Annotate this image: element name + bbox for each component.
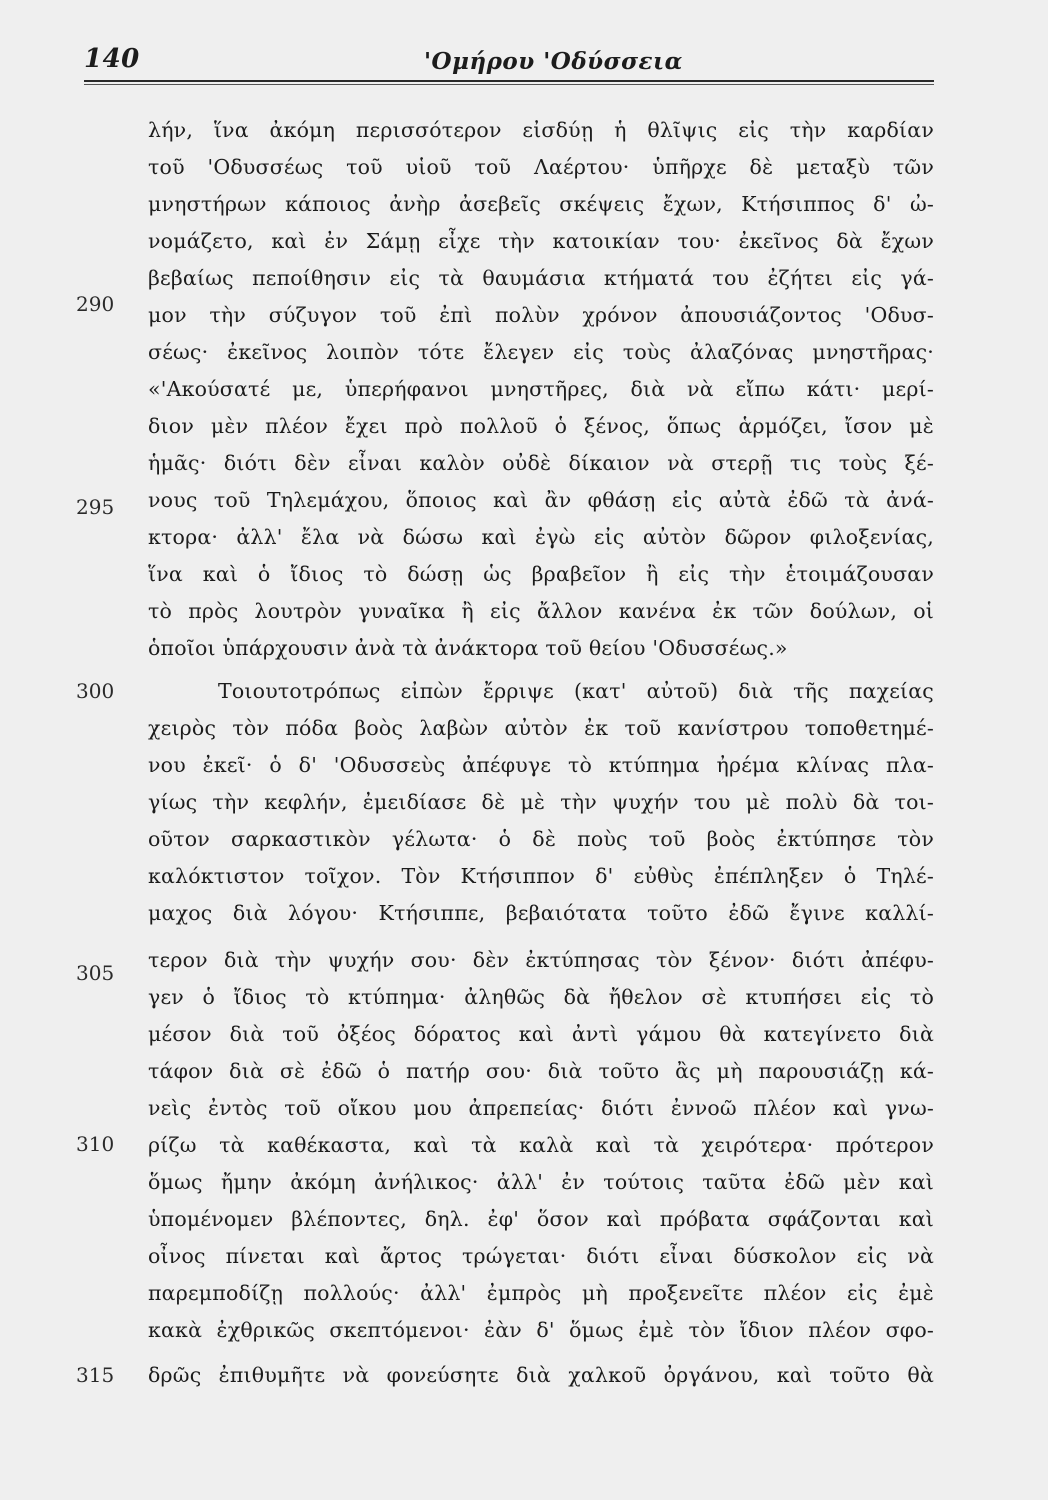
- text-line: γίως τὴν κεφλήν, ἐμειδίασε δὲ μὲ τὴν ψυχήν του μὲ πολὺ δὰ τοι-: [148, 790, 934, 814]
- text-line: καλόκτιστον τοῖχον. Τὸν Κτήσιππον δ' εὐθὺς ἐπέπληξεν ὁ Τηλέ-: [148, 864, 934, 888]
- text-line: νους τοῦ Τηλεμάχου, ὅποιος καὶ ἂν φθάσῃ εἰς αὐτὰ ἐδῶ τὰ ἀνά-: [148, 488, 934, 512]
- text-line: παρεμποδίζῃ πολλούς· ἀλλ' ἐμπρὸς μὴ προξενεῖτε πλέον εἰς ἐμὲ: [148, 1281, 934, 1305]
- text-line: νομάζετο, καὶ ἐν Σάμῃ εἶχε τὴν κατοικίαν του· ἐκεῖνος δὰ ἔχων: [148, 229, 934, 253]
- text-line: τοῦ 'Οδυσσέως τοῦ υἱοῦ τοῦ Λαέρτου· ὑπῆρχε δὲ μεταξὺ τῶν: [148, 155, 934, 179]
- text-line: Τοιουτοτρόπως εἰπὼν ἔρριψε (κατ' αὐτοῦ) διὰ τῆς παχείας: [218, 679, 934, 703]
- text-line: μέσον διὰ τοῦ ὀξέος δόρατος καὶ ἀντὶ γάμου θὰ κατεγίνετο διὰ: [148, 1022, 934, 1046]
- text-line: ἵνα καὶ ὁ ἴδιος τὸ δώσῃ ὡς βραβεῖον ἢ εἰς τὴν ἑτοιμάζουσαν: [148, 562, 934, 586]
- text-line: κακὰ ἐχθρικῶς σκεπτόμενοι· ἐὰν δ' ὅμως ἐμὲ τὸν ἴδιον πλέον σφο-: [148, 1318, 934, 1342]
- text-line: ρίζω τὰ καθέκαστα, καὶ τὰ καλὰ καὶ τὰ χειρότερα· πρότερον: [148, 1133, 934, 1157]
- text-line: οῦτον σαρκαστικὸν γέλωτα· ὁ δὲ ποὺς τοῦ βοὸς ἐκτύπησε τὸν: [148, 827, 934, 851]
- text-line: βεβαίως πεποίθησιν εἰς τὰ θαυμάσια κτήματά του ἐζήτει εἰς γά-: [148, 266, 934, 290]
- text-line: τερον διὰ τὴν ψυχήν σου· δὲν ἐκτύπησας τὸν ξένον· διότι ἀπέφυ-: [148, 948, 934, 972]
- running-title: 'Ομήρου 'Οδύσσεια: [424, 48, 683, 75]
- text-line: ὅμως ἤμην ἀκόμη ἀνήλικος· ἀλλ' ἐν τούτοις ταῦτα ἐδῶ μὲν καὶ: [148, 1170, 934, 1194]
- line-number-300: 300: [76, 679, 115, 703]
- line-number-305: 305: [76, 961, 115, 985]
- page-header: [84, 44, 934, 84]
- text-line: μνηστήρων κάποιος ἀνὴρ ἀσεβεῖς σκέψεις ἔχων, Κτήσιππος δ' ὠ-: [148, 192, 934, 216]
- text-line: λήν, ἵνα ἀκόμη περισσότερον εἰσδύῃ ἡ θλῖψις εἰς τὴν καρδίαν: [148, 118, 934, 142]
- header-rule: [84, 80, 934, 82]
- text-line: γεν ὁ ἴδιος τὸ κτύπημα· ἀληθῶς δὰ ἤθελον σὲ κτυπήσει εἰς τὸ: [148, 985, 934, 1009]
- text-line: μαχος διὰ λόγου· Κτήσιππε, βεβαιότατα τοῦτο ἐδῶ ἔγινε καλλί-: [148, 901, 934, 925]
- text-line: νου ἐκεῖ· ὁ δ' 'Οδυσσεὺς ἀπέφυγε τὸ κτύπημα ἠρέμα κλίνας πλα-: [148, 753, 934, 777]
- text-line: τὸ πρὸς λουτρὸν γυναῖκα ἢ εἰς ἄλλον κανένα ἐκ τῶν δούλων, οἱ: [148, 599, 934, 623]
- text-line: νεὶς ἐντὸς τοῦ οἴκου μου ἀπρεπείας· διότι ἐννοῶ πλέον καὶ γνω-: [148, 1096, 934, 1120]
- text-line: χειρὸς τὸν πόδα βοὸς λαβὼν αὐτὸν ἐκ τοῦ κανίστρου τοποθετημέ-: [148, 716, 934, 740]
- text-line: ὑπομένομεν βλέποντες, δηλ. ἐφ' ὅσον καὶ πρόβατα σφάζονται καὶ: [148, 1207, 934, 1231]
- text-line: διον μὲν πλέον ἔχει πρὸ πολλοῦ ὁ ξένος, ὅπως ἁρμόζει, ἴσον μὲ: [148, 414, 934, 438]
- text-line: οἶνος πίνεται καὶ ἄρτος τρώγεται· διότι εἶναι δύσκολον εἰς νὰ: [148, 1244, 934, 1268]
- text-line: ὁποῖοι ὑπάρχουσιν ἀνὰ τὰ ἀνάκτορα τοῦ θείου 'Οδυσσέως.»: [148, 636, 788, 660]
- header-rule-thin: [84, 84, 934, 85]
- text-line: δρῶς ἐπιθυμῆτε νὰ φονεύσητε διὰ χαλκοῦ ὀργάνου, καὶ τοῦτο θὰ: [148, 1363, 934, 1387]
- text-line: σέως· ἐκεῖνος λοιπὸν τότε ἔλεγεν εἰς τοὺς ἀλαζόνας μνηστῆρας·: [148, 340, 934, 364]
- line-number-310: 310: [76, 1132, 115, 1156]
- text-line: «'Ακούσατέ με, ὑπερήφανοι μνηστῆρες, διὰ νὰ εἴπω κάτι· μερί-: [148, 377, 934, 401]
- text-line: τάφον διὰ σὲ ἐδῶ ὁ πατήρ σου· διὰ τοῦτο ἂς μὴ παρουσιάζῃ κά-: [148, 1059, 934, 1083]
- line-number-295: 295: [76, 495, 115, 519]
- line-number-290: 290: [76, 292, 115, 316]
- text-line: κτορα· ἀλλ' ἔλα νὰ δώσω καὶ ἐγὼ εἰς αὐτὸν δῶρον φιλοξενίας,: [148, 525, 934, 549]
- page-number: 140: [84, 44, 140, 74]
- line-number-315: 315: [76, 1363, 115, 1387]
- text-line: μον τὴν σύζυγον τοῦ ἐπὶ πολὺν χρόνον ἀπουσιάζοντος 'Οδυσ-: [148, 303, 934, 327]
- text-line: ἡμᾶς· διότι δὲν εἶναι καλὸν οὐδὲ δίκαιον νὰ στερῇ τις τοὺς ξέ-: [148, 451, 934, 475]
